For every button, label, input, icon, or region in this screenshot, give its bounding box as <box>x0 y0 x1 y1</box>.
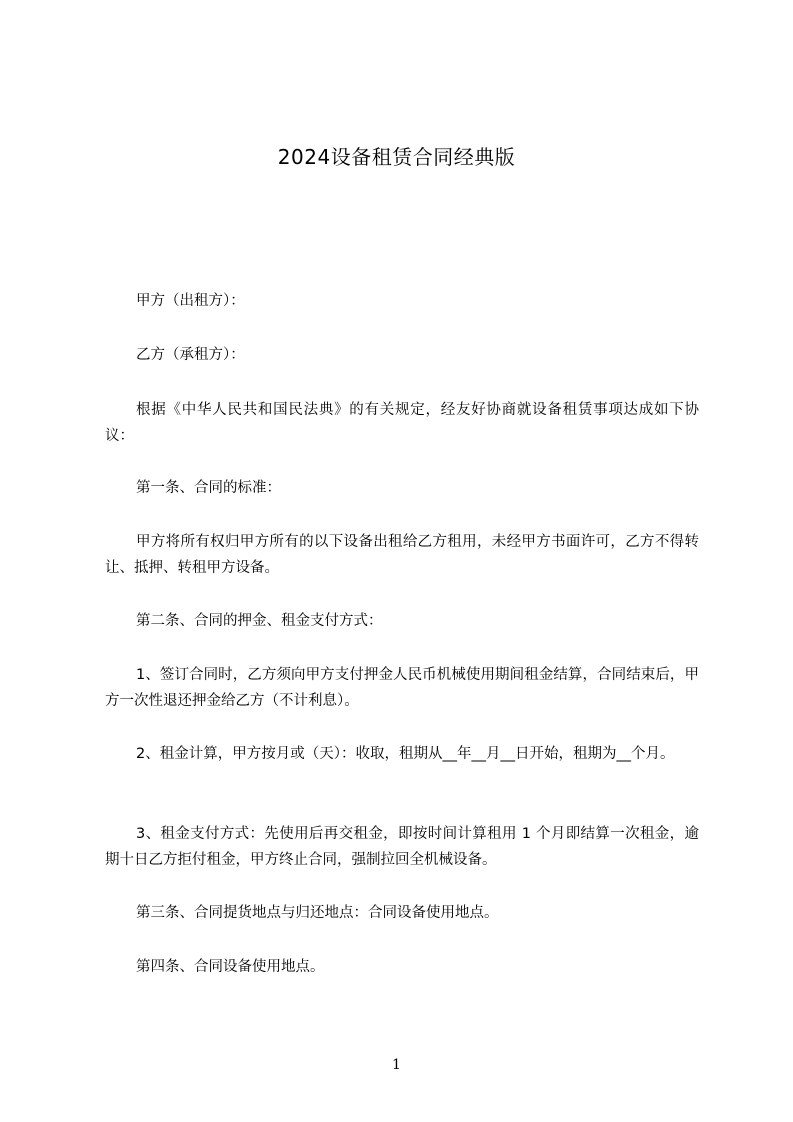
article-2-heading: 第二条、合同的押金、租金支付方式： <box>136 613 383 629</box>
article-3-heading: 第三条、合同提货地点与归还地点：合同设备使用地点。 <box>136 905 499 921</box>
article-2-clause-1: 1、签订合同时，乙方须向甲方支付押金人民币机械使用期间租金结算，合同结束后，甲方一次性退还押金给乙方（不计利息）。 <box>105 667 699 709</box>
article-2-clause-2: 2、租金计算，甲方按月或（天）：收取，租期从__年__月__日开始，租期为__个月。 <box>136 746 675 762</box>
page-number: 1 <box>392 1057 401 1073</box>
article-2-clause-3: 3、租金支付方式：先使用后再交租金，即按时间计算租用 1 个月即结算一次租金，逾期十日乙方拒付租金，甲方终止合同，强制拉回全机械设备。 <box>105 826 699 868</box>
article-1-heading: 第一条、合同的标准： <box>136 480 281 496</box>
preamble-paragraph: 根据《中华人民共和国民法典》的有关规定，经友好协商就设备租赁事项达成如下协议： <box>105 402 699 444</box>
party-b-line: 乙方（承租方）： <box>136 347 245 363</box>
article-1-body: 甲方将所有权归甲方所有的以下设备出租给乙方租用，未经甲方书面许可，乙方不得转让、抵押、转租甲方设备。 <box>105 534 699 576</box>
party-a-line: 甲方（出租方）： <box>136 293 245 309</box>
document-title: 2024设备租赁合同经典版 <box>277 145 516 169</box>
article-4-heading: 第四条、合同设备使用地点。 <box>136 959 325 975</box>
